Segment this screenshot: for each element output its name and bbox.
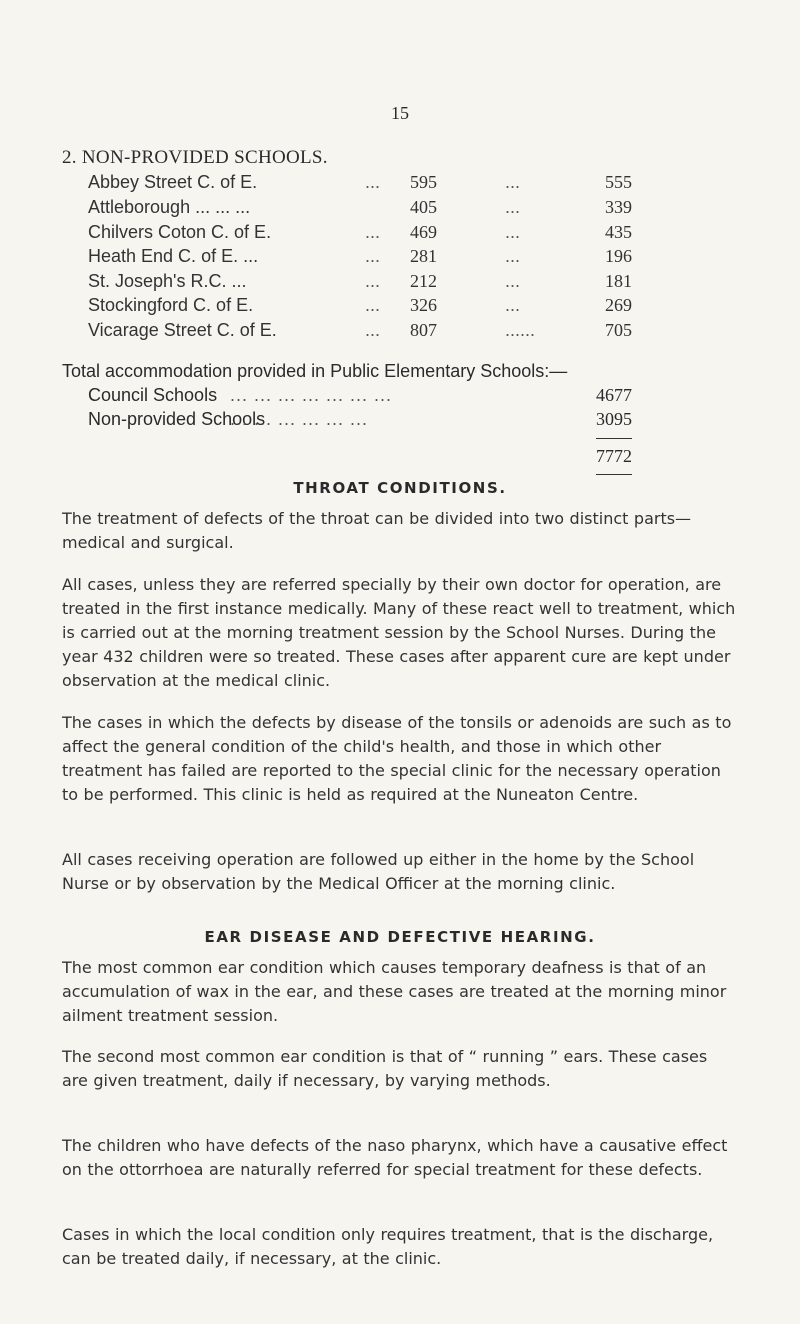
- totals-row-value: 4677: [596, 385, 632, 405]
- accommodation-value: 469: [410, 222, 437, 242]
- leader-dots: ...: [505, 197, 521, 217]
- accommodation-value: 281: [410, 246, 437, 266]
- throat-paragraph: The cases in which the defects by disease of the tonsils or adenoids are such as to affect the general condition of the child's health, and those in which other treatment has failed are reported to the special clinic for the necessary operation to be performed. This clinic is held as required at the Nuneaton Centre.: [62, 713, 732, 804]
- school-name: Stockingford C. of E.: [88, 295, 254, 315]
- totals-intro: Total accommodation provided in Public Elementary Schools:—: [62, 361, 568, 381]
- accommodation-value: 595: [410, 172, 437, 192]
- totals-row-label: Non-provided Schools: [88, 409, 266, 429]
- leader-dots: ...: [365, 246, 381, 266]
- throat-paragraph: The treatment of defects of the throat can be divided into two distinct parts—medical and surgical.: [62, 509, 692, 552]
- leader-dots: ...: [365, 222, 381, 242]
- section-title: 2. NON-PROVIDED SCHOOLS.: [62, 147, 328, 168]
- leader-dots: ...: [365, 320, 381, 340]
- accommodation-value: 326: [410, 295, 437, 315]
- ear-paragraph: The most common ear condition which causes temporary deafness is that of an accumulation of wax in the ear, and these cases are treated at the morning minor ailment treatment session.: [62, 958, 727, 1025]
- page-number: 15: [391, 103, 409, 123]
- sum-rule-top: [596, 438, 632, 439]
- ear-heading: EAR DISEASE AND DEFECTIVE HEARING.: [204, 928, 596, 946]
- school-name: Chilvers Coton C. of E.: [88, 222, 272, 242]
- leader-dots: ...: [365, 172, 381, 192]
- sum-rule-bottom: [596, 474, 632, 475]
- attendance-value: 339: [605, 197, 632, 217]
- totals-row-value: 3095: [596, 409, 632, 429]
- grand-total: 7772: [596, 446, 632, 466]
- table-row: [0, 320, 800, 344]
- ear-paragraph: The children who have defects of the naso pharynx, which have a causative effect on the ottorrhoea are naturally referred for special treatment for these defects.: [62, 1136, 728, 1179]
- leader-dots: ... ... ... ... ... ... ...: [230, 385, 393, 405]
- table-row: [0, 197, 800, 221]
- school-name: Abbey Street C. of E.: [88, 172, 258, 192]
- totals-row-label: Council Schools: [88, 385, 218, 405]
- leader-dots: ... ... ... ... ... ...: [230, 409, 369, 429]
- attendance-value: 181: [605, 271, 632, 291]
- table-row: [0, 295, 800, 319]
- attendance-value: 269: [605, 295, 632, 315]
- attendance-value: 196: [605, 246, 632, 266]
- attendance-value: 705: [605, 320, 632, 340]
- accommodation-value: 405: [410, 197, 437, 217]
- leader-dots: ......: [505, 320, 536, 340]
- school-name: St. Joseph's R.C. ...: [88, 271, 247, 291]
- leader-dots: ...: [365, 271, 381, 291]
- school-name: Heath End C. of E. ...: [88, 246, 259, 266]
- leader-dots: ...: [505, 172, 521, 192]
- leader-dots: ...: [505, 246, 521, 266]
- leader-dots: ...: [505, 271, 521, 291]
- accommodation-value: 212: [410, 271, 437, 291]
- throat-heading: THROAT CONDITIONS.: [293, 479, 507, 497]
- school-name: Vicarage Street C. of E.: [88, 320, 277, 340]
- leader-dots: ...: [365, 295, 381, 315]
- table-row: [0, 222, 800, 246]
- table-row: [0, 271, 800, 295]
- school-name: Attleborough ... ... ...: [88, 197, 251, 217]
- throat-paragraph: All cases, unless they are referred specially by their own doctor for operation, are treated in the first instance medically. Many of these react well to treatment, which is carried out at the morning treatment session by the School Nurses. During the year 432 children were so treated. These cases after apparent cure are kept under observation at the medical clinic.: [62, 575, 736, 690]
- leader-dots: ...: [505, 222, 521, 242]
- throat-paragraph: All cases receiving operation are followed up either in the home by the School Nurse or by observation by the Medical Officer at the morning clinic.: [62, 850, 695, 893]
- attendance-value: 555: [605, 172, 632, 192]
- leader-dots: ...: [505, 295, 521, 315]
- accommodation-value: 807: [410, 320, 437, 340]
- table-row: [0, 172, 800, 196]
- ear-paragraph: Cases in which the local condition only requires treatment, that is the discharge, can be treated daily, if necessary, at the clinic.: [62, 1225, 714, 1268]
- attendance-value: 435: [605, 222, 632, 242]
- table-row: [0, 246, 800, 270]
- ear-paragraph: The second most common ear condition is that of “ running ” ears. These cases are given treatment, daily if necessary, by varying methods.: [62, 1047, 708, 1090]
